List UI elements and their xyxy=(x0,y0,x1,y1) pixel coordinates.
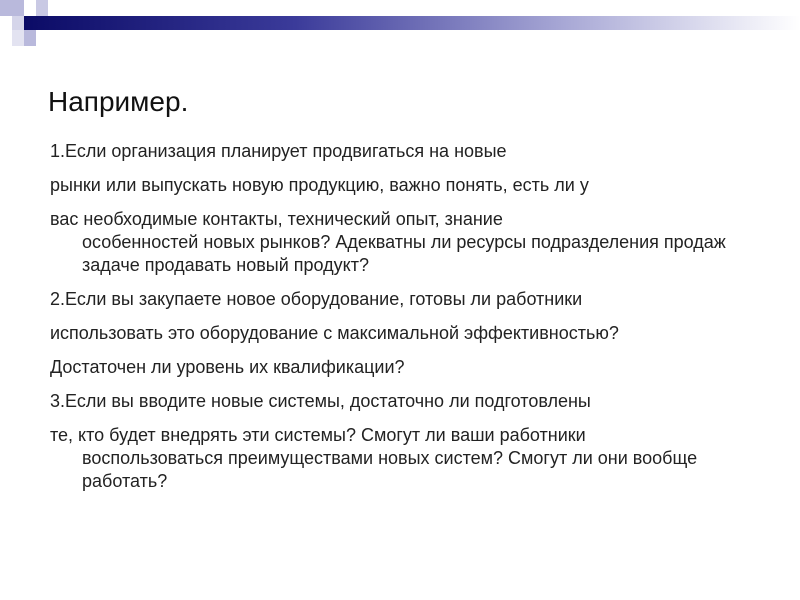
slide-title: Например. xyxy=(48,86,189,117)
body-line: те, кто будет внедрять эти системы? Смогут ли ваши работники xyxy=(50,425,586,445)
body-line: Достаточен ли уровень их квалификации? xyxy=(50,357,405,377)
body-line: использовать это оборудование с максимальной эффективностью? xyxy=(50,323,619,343)
body-line: 2.Если вы закупаете новое оборудование, готовы ли работники xyxy=(50,289,583,309)
body-line: вас необходимые контакты, технический опыт, знание xyxy=(50,209,503,229)
corner-square xyxy=(12,16,24,30)
corner-square xyxy=(12,30,24,46)
corner-square xyxy=(36,0,48,16)
body-line: воспользоваться преимуществами новых систем? Смогут ли они вообще работать? xyxy=(82,448,698,491)
corner-square xyxy=(24,0,36,16)
body-line: особенностей новых рынков? Адекватны ли ресурсы подразделения продаж задаче продавать новый продукт? xyxy=(82,232,726,275)
body-line: рынки или выпускать новую продукцию, важно понять, есть ли у xyxy=(50,175,589,195)
corner-square xyxy=(0,0,24,16)
body-line: 1.Если организация планирует продвигаться на новые xyxy=(50,141,507,161)
corner-square xyxy=(24,30,36,46)
header-gradient-bar xyxy=(24,16,800,30)
corner-square xyxy=(0,16,12,30)
body-line: 3.Если вы вводите новые системы, достаточно ли подготовлены xyxy=(50,391,591,411)
slide-body xyxy=(50,140,780,504)
